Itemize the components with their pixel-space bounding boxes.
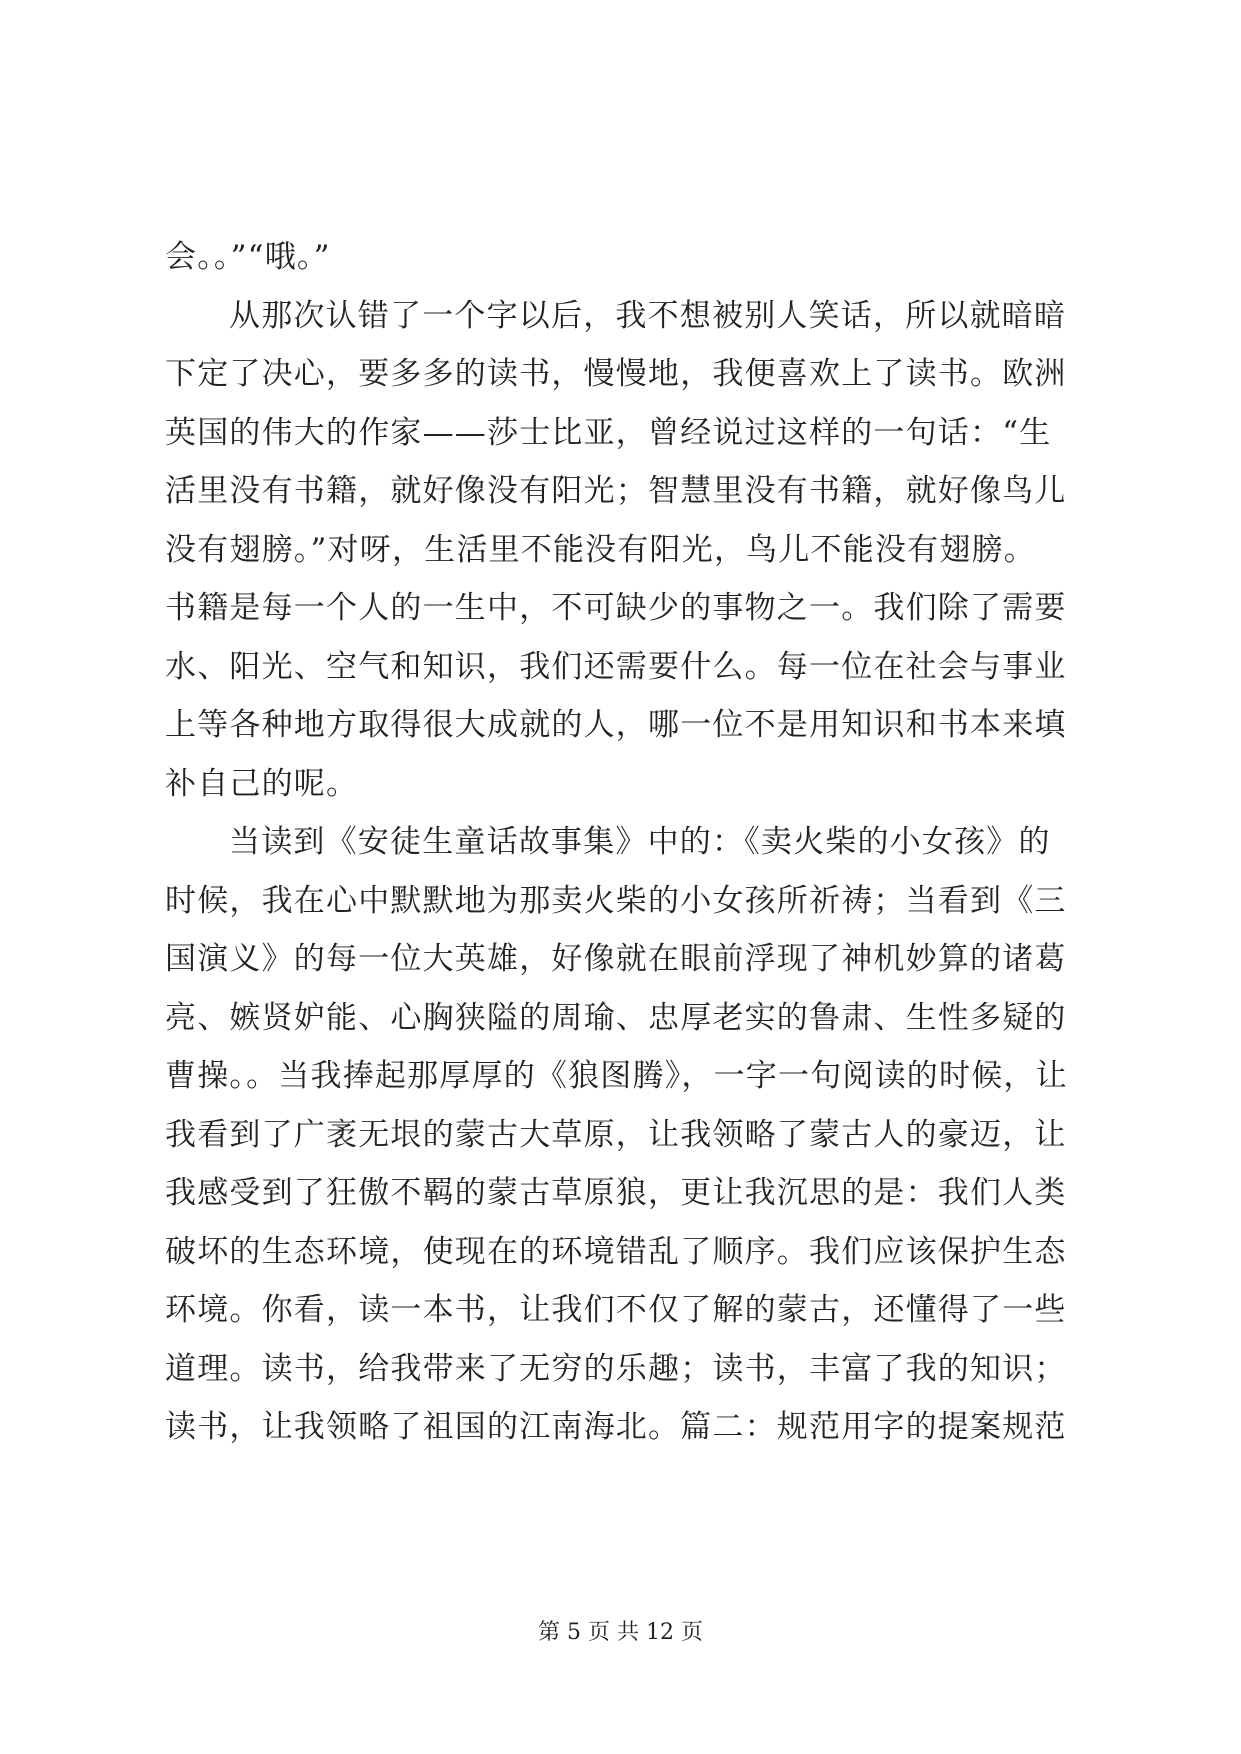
text-line: 上等各种地方取得很大成就的人，哪一位不是用知识和书本来填 bbox=[165, 707, 1067, 743]
text-line: 补自己的呢。 bbox=[165, 765, 359, 802]
page-number-footer: 第 5 页 共 12 页 bbox=[538, 1620, 703, 1645]
text-line: 时候，我在心中默默地为那卖火柴的小女孩所祈祷；当看到《三 bbox=[165, 882, 1067, 919]
text-line: 水、阳光、空气和知识，我们还需要什么。每一位在社会与事业 bbox=[165, 648, 1067, 685]
text-line: 道理。读书，给我带来了无穷的乐趣；读书，丰富了我的知识； bbox=[165, 1350, 1067, 1387]
text-line: 亮、嫉贤妒能、心胸狭隘的周瑜、忠厚老实的鲁肃、生性多疑的 bbox=[165, 999, 1067, 1036]
text-line: 曹操。。当我捧起那厚厚的《狼图腾》，一字一句阅读的时候，让 bbox=[165, 1058, 1068, 1094]
text-line: 我看到了广袤无垠的蒙古大草原，让我领略了蒙古人的豪迈，让 bbox=[165, 1116, 1067, 1153]
text-line: 环境。你看，读一本书，让我们不仅了解的蒙古，还懂得了一些 bbox=[165, 1292, 1067, 1328]
text-line: 读书，让我领略了祖国的江南海北。篇二：规范用字的提案规范 bbox=[165, 1409, 1067, 1445]
text-line: 破坏的生态环境，使现在的环境错乱了顺序。我们应该保护生态 bbox=[165, 1233, 1067, 1270]
text-line: 活里没有书籍，就好像没有阳光；智慧里没有书籍，就好像鸟儿 bbox=[165, 473, 1067, 509]
text-line: 会。。”“哦。” bbox=[165, 239, 331, 275]
text-line: 没有翅膀。”对呀，生活里不能没有阳光，鸟儿不能没有翅膀。 bbox=[165, 531, 1036, 568]
text-line: 下定了决心，要多多的读书，慢慢地，我便喜欢上了读书。欧洲 bbox=[165, 356, 1067, 392]
text-line: 书籍是每一个人的一生中，不可缺少的事物之一。我们除了需要 bbox=[165, 590, 1067, 626]
text-line: 我感受到了狂傲不羁的蒙古草原狼，更让我沉思的是：我们人类 bbox=[165, 1175, 1067, 1211]
paragraph-start-line: 从那次认错了一个字以后，我不想被别人笑话，所以就暗暗 bbox=[229, 297, 1067, 334]
body-text bbox=[165, 228, 1075, 1457]
paragraph-start-line: 当读到《安徒生童话故事集》中的：《卖火柴的小女孩》的 bbox=[229, 824, 1051, 860]
text-line: 国演义》的每一位大英雄，好像就在眼前浮现了神机妙算的诸葛 bbox=[165, 941, 1067, 977]
text-line: 英国的伟大的作家——莎士比亚，曾经说过这样的一句话：“生 bbox=[165, 414, 1052, 451]
